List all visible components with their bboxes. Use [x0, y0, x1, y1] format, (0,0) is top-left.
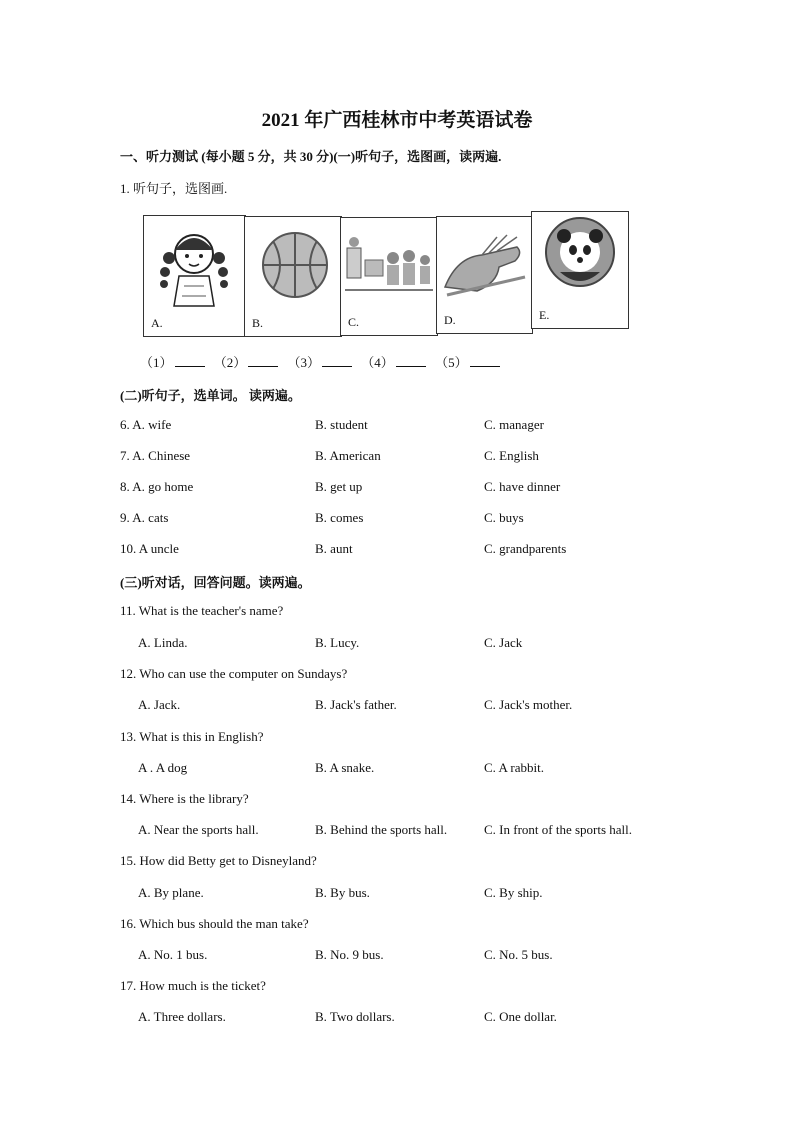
q11-option-b: B. Lucy.	[315, 635, 360, 650]
q15-option-c: C. By ship.	[484, 885, 543, 900]
picture-c	[340, 217, 438, 336]
answer-blanks	[140, 352, 506, 371]
q7-option-c: C. English	[484, 448, 539, 463]
q16-option-c: C. No. 5 bus.	[484, 947, 553, 962]
answer-blank-3[interactable]	[322, 354, 352, 367]
section-1-header: 一、听力测试 (每小题 5 分，共 30 分)(一)听句子，选图画，读两遍.	[120, 149, 502, 164]
q17-stem: 17. How much is the ticket?	[120, 978, 266, 993]
question-1-stem: 1. 听句子，选图画.	[120, 181, 228, 196]
page-title: 2021 年广西桂林市中考英语试卷	[261, 110, 533, 131]
answer-blank-5[interactable]	[470, 354, 500, 367]
q13-option-b: B. A snake.	[315, 760, 375, 775]
q9-option-c: C. buys	[484, 510, 524, 525]
q13-option-c: C. A rabbit.	[484, 760, 544, 775]
q16-option-a: A. No. 1 bus.	[138, 947, 208, 962]
q6-option-a: 6. A. wife	[120, 417, 172, 432]
q8-option-c: C. have dinner	[484, 479, 561, 494]
picture-a	[143, 215, 246, 337]
q9-option-a: 9. A. cats	[120, 510, 169, 525]
answer-blank-2[interactable]	[248, 354, 278, 367]
picture-e-label: E.	[539, 308, 550, 322]
q16-stem: 16. Which bus should the man take?	[120, 916, 309, 931]
q6-option-c: C. manager	[484, 417, 544, 432]
answer-blank-1[interactable]	[175, 354, 205, 367]
q10-option-a: 10. A uncle	[120, 541, 179, 556]
picture-c-label: C.	[348, 315, 360, 329]
q15-option-a: A. By plane.	[138, 885, 204, 900]
q8-option-b: B. get up	[315, 479, 363, 494]
q10-option-c: C. grandparents	[484, 541, 567, 556]
basketball-icon	[245, 217, 341, 317]
picture-e	[531, 211, 629, 329]
q7-option-a: 7. A. Chinese	[120, 448, 191, 463]
q9-option-b: B. comes	[315, 510, 364, 525]
q11-option-c: C. Jack	[484, 635, 523, 650]
q12-option-a: A. Jack.	[138, 697, 181, 712]
q14-option-c: C. In front of the sports hall.	[484, 822, 633, 837]
picture-b	[244, 216, 342, 337]
answer-blank-4[interactable]	[396, 354, 426, 367]
q13-option-a: A . A dog	[138, 760, 188, 775]
q12-stem: 12. Who can use the computer on Sundays?	[120, 666, 348, 681]
hand-waving-icon	[437, 217, 532, 312]
blank-label-3: （3）	[287, 355, 321, 370]
section-3-header: (三)听对话，回答问题。读两遍。	[120, 575, 311, 590]
blank-label-4: （4）	[361, 355, 394, 370]
q16-option-b: B. No. 9 bus.	[315, 947, 384, 962]
girl-with-pigtails-icon	[144, 216, 245, 316]
q15-option-b: B. By bus.	[315, 885, 370, 900]
q17-option-a: A. Three dollars.	[138, 1009, 226, 1024]
q15-stem: 15. How did Betty get to Disneyland?	[120, 853, 317, 868]
section-2-header: (二)听句子，选单词。 读两遍。	[120, 388, 301, 403]
q12-option-b: B. Jack's father.	[315, 697, 397, 712]
picture-d-label: D.	[444, 313, 456, 327]
blank-label-2: （2）	[213, 355, 247, 370]
q11-option-a: A. Linda.	[138, 635, 188, 650]
q12-option-c: C. Jack's mother.	[484, 697, 573, 712]
q11-stem: 11. What is the teacher's name?	[120, 603, 284, 618]
q8-option-a: 8. A. go home	[120, 479, 194, 494]
picture-b-label: B.	[252, 316, 264, 330]
q14-stem: 14. Where is the library?	[120, 791, 249, 806]
q17-option-b: B. Two dollars.	[315, 1009, 395, 1024]
picture-d	[436, 216, 533, 334]
picture-a-label: A.	[151, 316, 163, 330]
q14-option-a: A. Near the sports hall.	[138, 822, 259, 837]
q10-option-b: B. aunt	[315, 541, 353, 556]
q6-option-b: B. student	[315, 417, 368, 432]
q13-stem: 13. What is this in English?	[120, 729, 264, 744]
family-group-icon	[341, 218, 437, 313]
q17-option-c: C. One dollar.	[484, 1009, 557, 1024]
blank-label-1: （1）	[140, 355, 173, 370]
panda-icon	[532, 212, 628, 307]
q7-option-b: B. American	[315, 448, 381, 463]
q14-option-b: B. Behind the sports hall.	[315, 822, 448, 837]
blank-label-5: （5）	[435, 355, 468, 370]
